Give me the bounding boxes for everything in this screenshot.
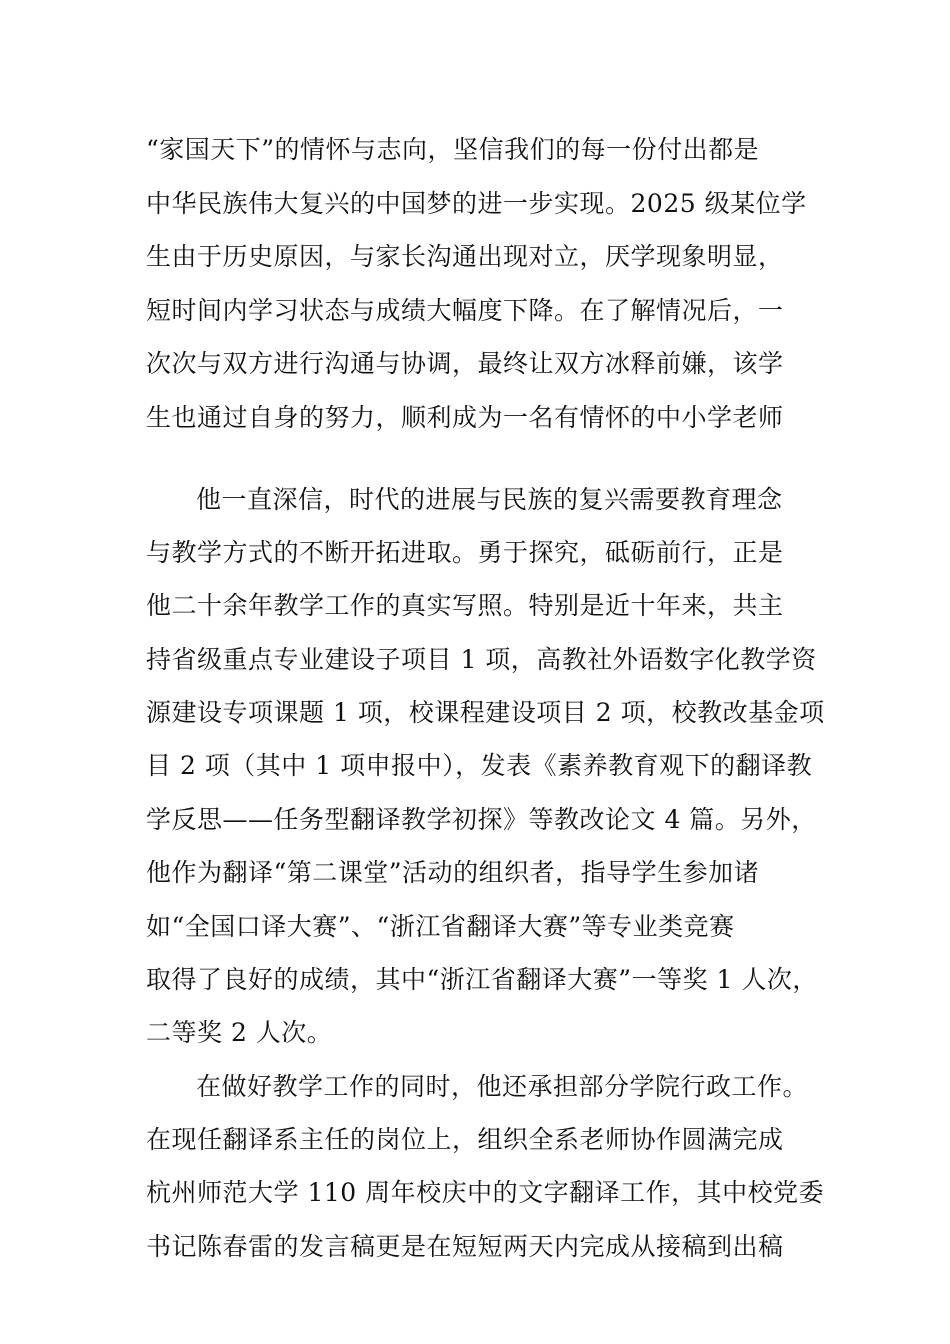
paragraph-line: “家国天下”的情怀与志向，坚信我们的每一份付出都是 <box>146 135 760 164</box>
paragraph-line: 短时间内学习状态与成绩大幅度下降。在了解情况后，一 <box>146 296 784 325</box>
paragraph-line: 在现任翻译系主任的岗位上，组织全系老师协作圆满完成 <box>146 1125 784 1154</box>
paragraph-line: 书记陈春雷的发言稿更是在短短两天内完成从接稿到出稿 <box>146 1232 784 1261</box>
paragraph-line: 他作为翻译“第二课堂”活动的组织者，指导学生参加诸 <box>146 858 760 887</box>
paragraph-line: 持省级重点专业建设子项目 1 项，高教社外语数字化教学资 <box>146 645 817 674</box>
paragraph-line: 他二十余年教学工作的真实写照。特别是近十年来，共主 <box>146 591 784 620</box>
paragraph-line: 二等奖 2 人次。 <box>146 1018 333 1047</box>
paragraph-line: 学反思——任务型翻译教学初探》等教改论文 4 篇。另外， <box>146 805 817 834</box>
paragraph-line: 取得了良好的成绩，其中“浙江省翻译大赛”一等奖 1 人次， <box>146 965 818 994</box>
paragraph-line: 目 2 项（其中 1 项申报中），发表《素养教育观下的翻译教 <box>146 751 813 780</box>
paragraph-line: 杭州师范大学 110 周年校庆中的文字翻译工作，其中校党委 <box>146 1178 825 1207</box>
paragraph-line: 生也通过自身的努力，顺利成为一名有情怀的中小学老师 <box>146 403 784 432</box>
paragraph-line: 中华民族伟大复兴的中国梦的进一步实现。2025 级某位学 <box>146 189 807 218</box>
paragraph-line: 如“全国口译大赛”、“浙江省翻译大赛”等专业类竞赛 <box>146 912 735 941</box>
paragraph-line: 与教学方式的不断开拓进取。勇于探究，砥砺前行，正是 <box>146 538 784 567</box>
paragraph-line: 次次与双方进行沟通与协调，最终让双方冰释前嫌，该学 <box>146 349 784 378</box>
paragraph-line: 生由于历史原因，与家长沟通出现对立，厌学现象明显， <box>146 242 784 271</box>
paragraph-line: 在做好教学工作的同时，他还承担部分学院行政工作。 <box>196 1072 809 1101</box>
paragraph-line: 他一直深信，时代的进展与民族的复兴需要教育理念 <box>196 485 783 514</box>
paragraph-line: 源建设专项课题 1 项，校课程建设项目 2 项，校教改基金项 <box>146 698 825 727</box>
